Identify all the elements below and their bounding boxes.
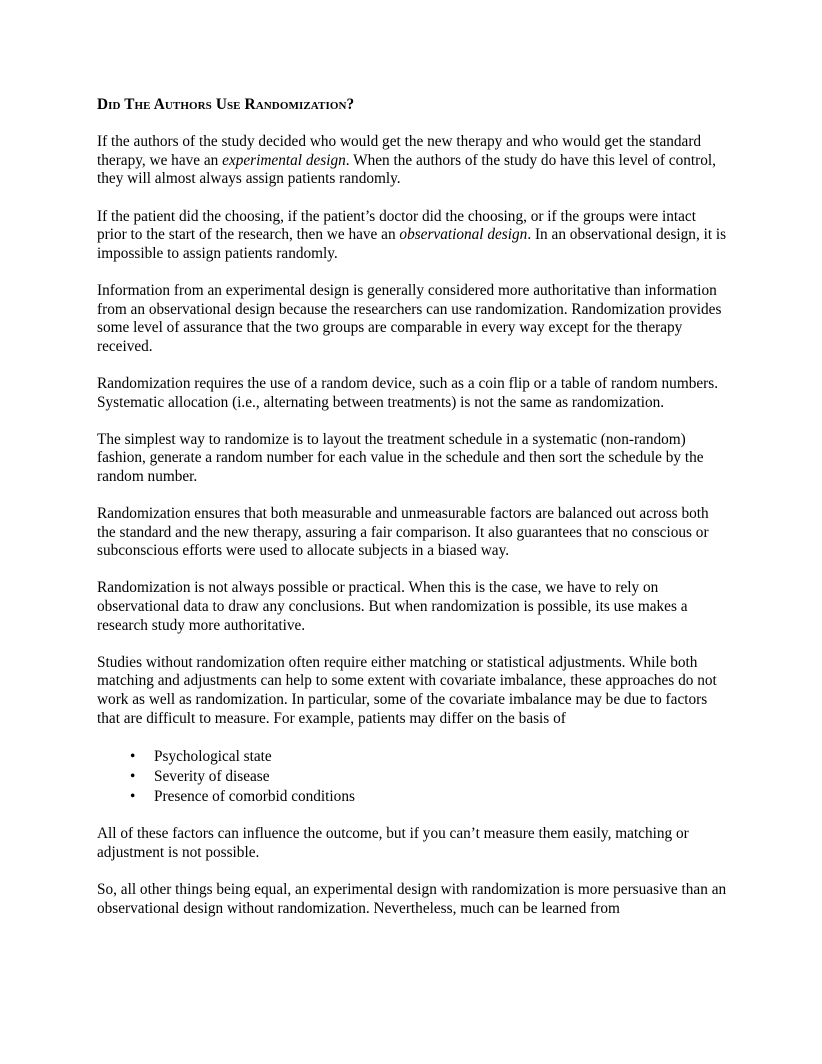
bullet-icon: •: [130, 767, 136, 785]
paragraph-random-device: Randomization requires the use of a random device, such as a coin flip or a table of random numbers. Systematic allocation (i.e., alternating between treatments) is not the same as randomization.: [97, 374, 719, 411]
emphasis-term: experimental design: [222, 151, 346, 169]
paragraph-observational-design: [97, 208, 727, 264]
list-item: [97, 767, 727, 787]
paragraph-text: If the patient did the choosing, if the patient’s doctor did the choosing, or if the groups were intact prior to the start of the research, then we have an: [97, 207, 696, 244]
paragraph-balance: Randomization ensures that both measurable and unmeasurable factors are balanced out across both the standard and the new therapy, assuring a fair comparison. It also guarantees that no conscious or subconscious efforts were used to allocate subjects in a biased way.: [97, 505, 709, 560]
paragraph-outcome-influence: All of these factors can influence the outcome, but if you can’t measure them easily, matching or adjustment is not possible.: [97, 825, 689, 861]
document-page: [97, 96, 727, 937]
list-item: [97, 787, 727, 807]
paragraph-text: If the authors of the study decided who would get the new therapy and who would get the standard therapy, we have an: [97, 133, 702, 169]
paragraph-matching-adjustments: Studies without randomization often require either matching or statistical adjustments. While both matching and adjustments can help to some extent with covariate imbalance, these approaches do not work as well as randomization. In particular, some of the covariate imbalance may be due to factors that are difficult to measure. For example, patients may differ on the basis of: [97, 653, 717, 727]
paragraph-text: . When the authors of the study do have this level of control, they will almost always assign patients randomly.: [97, 151, 716, 188]
emphasis-term: observational design: [399, 226, 528, 244]
bullet-icon: •: [130, 787, 136, 805]
paragraph-experimental-design: [97, 133, 727, 189]
paragraph-conclusion: So, all other things being equal, an experimental design with randomization is more persuasive than an observational design without randomization. Nevertheless, much can be learned from: [97, 881, 727, 917]
paragraph-authority: Information from an experimental design is generally considered more authoritative than information from an observational design because the researchers can use randomization. Randomization provides some level of assurance that the two groups are comparable in every way except for the therapy received.: [97, 281, 722, 355]
list-item-text: Severity of disease: [154, 767, 270, 785]
paragraph-not-always-possible: Randomization is not always possible or practical. When this is the case, we have to rely on observational data to draw any conclusions. But when randomization is possible, its use makes a research study more authoritative.: [97, 579, 688, 634]
paragraph-simplest-way: The simplest way to randomize is to layout the treatment schedule in a systematic (non-random) fashion, generate a random number for each value in the schedule and then sort the schedule by the random number.: [97, 430, 704, 485]
factor-list: [97, 747, 727, 807]
list-item-text: Presence of comorbid conditions: [154, 787, 355, 805]
list-item: [97, 747, 727, 767]
section-heading: Did The Authors Use Randomization?: [97, 96, 355, 113]
paragraph-text: . In an observational design, it is impossible to assign patients randomly.: [97, 226, 727, 262]
list-item-text: Psychological state: [154, 747, 272, 765]
bullet-icon: •: [130, 747, 136, 765]
